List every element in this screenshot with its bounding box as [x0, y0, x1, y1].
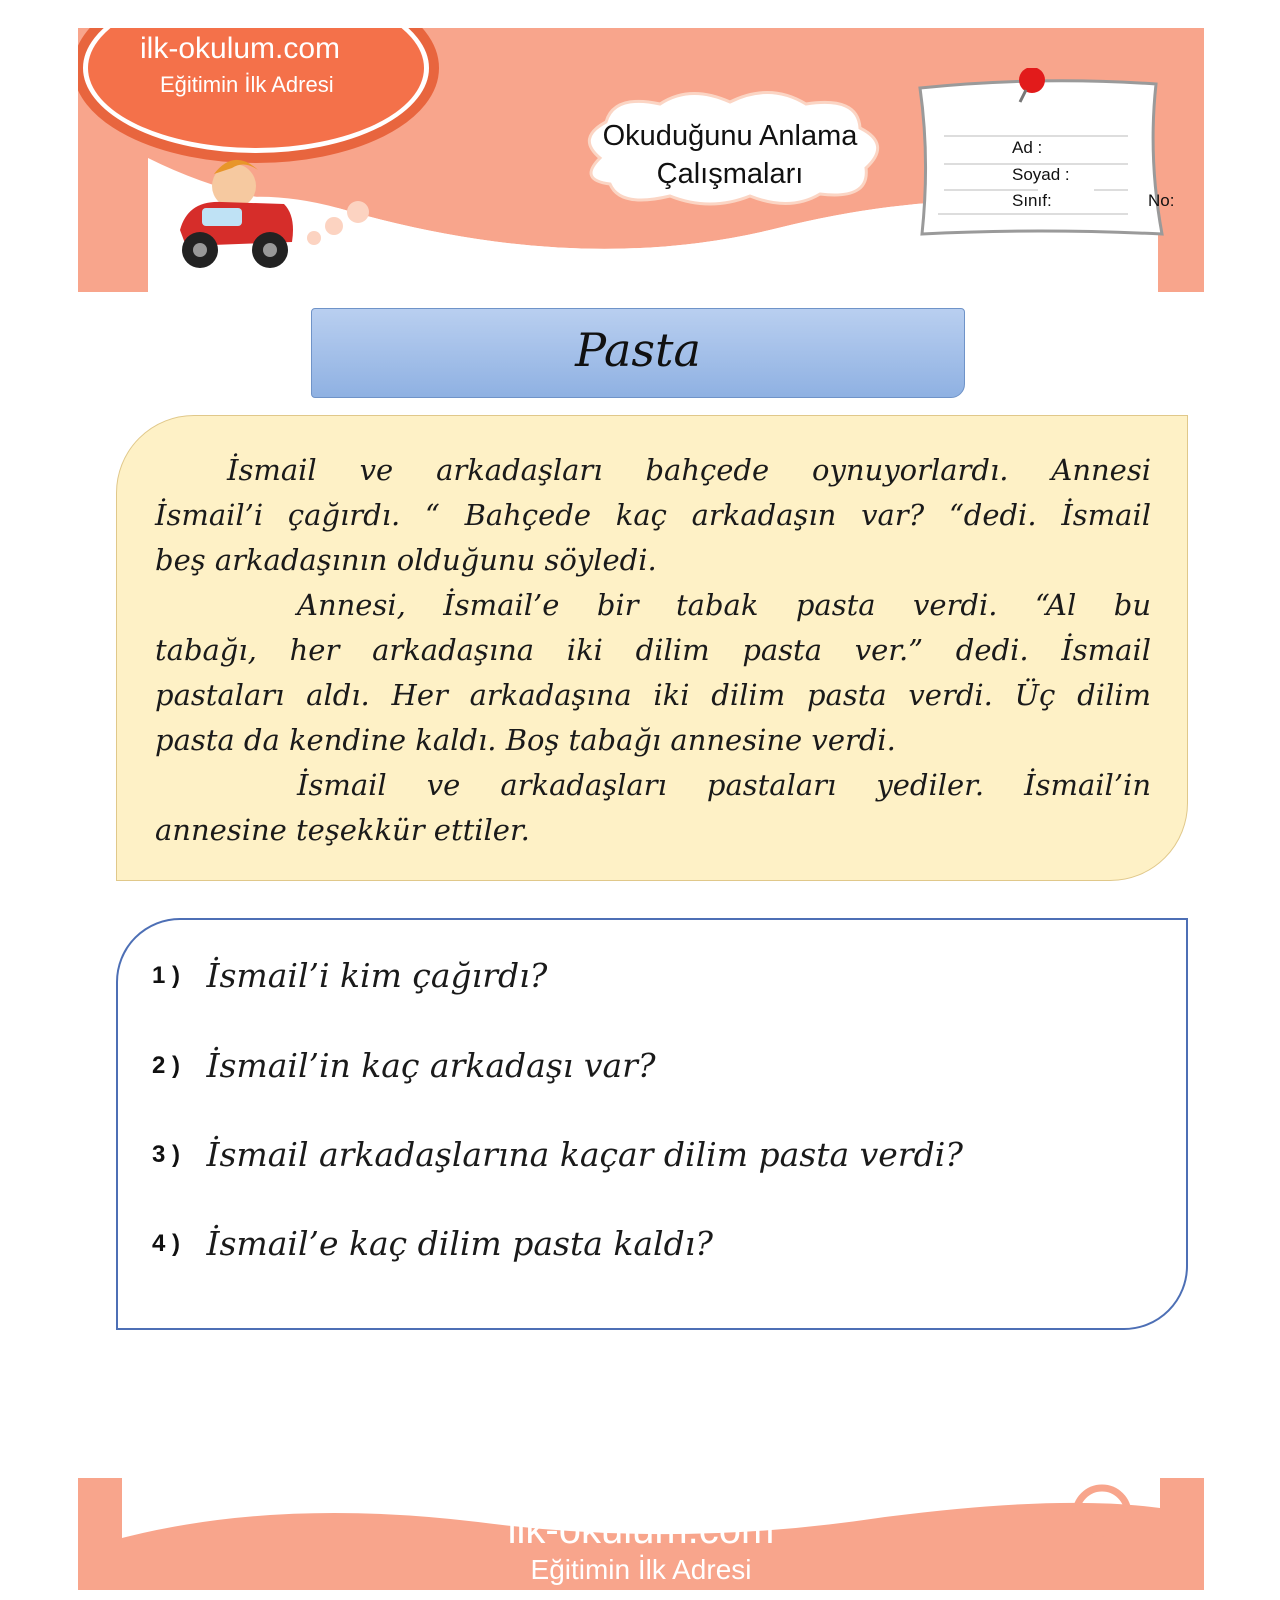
worksheet-title-line-1: Okuduğunu Anlama — [602, 120, 858, 152]
story-title: Pasta — [575, 323, 701, 377]
logo-site-name: ilk-okulum.com — [140, 32, 341, 65]
question-number: 2 ) — [152, 1051, 181, 1079]
page-footer — [78, 1478, 1204, 1590]
question-number: 1 ) — [152, 961, 181, 989]
question-item — [152, 1046, 656, 1096]
class-field-label: Sınıf: — [1012, 191, 1052, 210]
story-line: İsmail’i çağırdı. “ Bahçede kaç arkadaşın var? “dedi. İsmail — [155, 498, 1151, 532]
story-line: tabağı, her arkadaşına iki dilim pasta ver.” dedi. İsmail — [155, 633, 1151, 667]
question-text: İsmail arkadaşlarına kaçar dilim pasta verdi? — [206, 1135, 963, 1174]
page-header — [78, 28, 1204, 292]
name-board — [908, 68, 1178, 244]
footer-tagline: Eğitimin İlk Adresi — [530, 1554, 752, 1585]
story-text-box — [116, 415, 1188, 881]
question-number: 3 ) — [152, 1140, 181, 1168]
cartoon-car-illustration — [174, 146, 384, 296]
question-text: İsmail’in kaç arkadaşı var? — [206, 1046, 656, 1085]
story-line: beş arkadaşının olduğunu söyledi. — [155, 543, 657, 577]
title-cloud — [570, 88, 890, 208]
story-line: Annesi, İsmail’e bir tabak pasta verdi. “Al bu — [297, 588, 1151, 622]
question-text: İsmail’e kaç dilim pasta kaldı? — [206, 1224, 713, 1263]
story-title-banner — [311, 308, 965, 398]
story-line: İsmail ve arkadaşları pastaları yediler. İsmail’in — [297, 768, 1151, 802]
name-field-label: Ad : — [1012, 138, 1043, 157]
story-line: pastaları aldı. Her arkadaşına iki dilim pasta verdi. Üç dilim — [155, 678, 1151, 712]
questions-box — [116, 918, 1188, 1330]
worksheet-title-line-2: Çalışmaları — [656, 158, 804, 190]
story-line: İsmail ve arkadaşları bahçede oynuyorlardı. Annesi — [227, 453, 1151, 487]
story-line: annesine teşekkür ettiler. — [155, 813, 530, 847]
logo-tagline: Eğitimin İlk Adresi — [160, 72, 334, 97]
question-number: 4 ) — [152, 1229, 181, 1257]
question-item — [152, 1224, 713, 1274]
story-line: pasta da kendine kaldı. Boş tabağı annesine verdi. — [155, 723, 896, 757]
question-text: İsmail’i kim çağırdı? — [206, 956, 548, 995]
question-item — [152, 1135, 963, 1185]
footer-site-name: ilk-okulum.com — [507, 1508, 775, 1552]
question-item — [152, 956, 547, 1006]
number-field-label: No: — [1148, 191, 1175, 210]
surname-field-label: Soyad : — [1012, 165, 1070, 184]
